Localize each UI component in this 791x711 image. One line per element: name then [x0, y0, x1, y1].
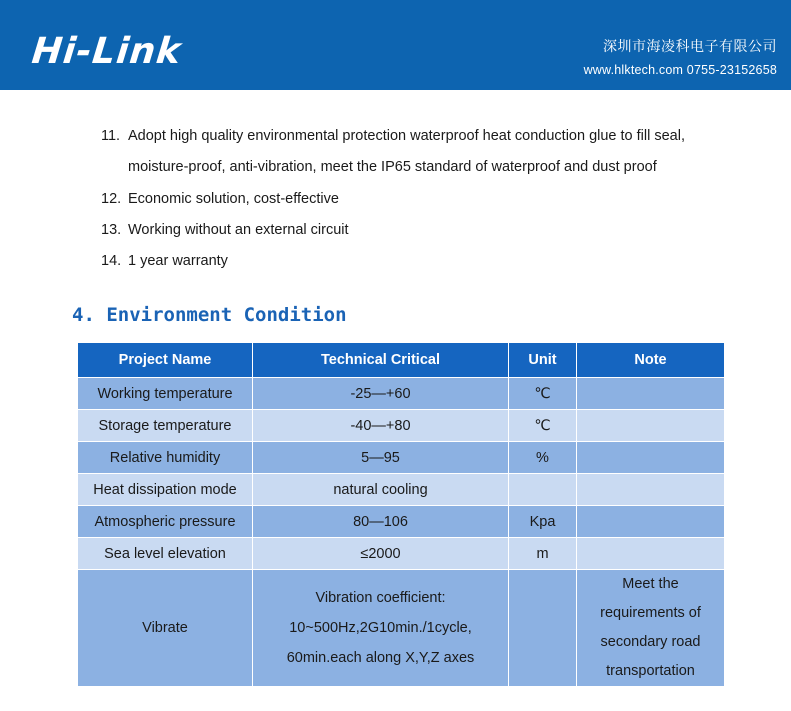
cell-text-line: 10~500Hz,2G10min./1cycle,	[289, 620, 472, 636]
cell-technical: 5—95	[253, 442, 509, 474]
environment-table	[77, 342, 725, 687]
hi-link-logo: Hi-Link	[29, 31, 184, 72]
table-header-row	[78, 343, 725, 378]
cell-unit	[509, 474, 577, 506]
cell-text-line: transportation	[606, 663, 695, 679]
column-header: Technical Critical	[253, 343, 509, 378]
list-item-text: Working without an external circuit	[128, 221, 349, 238]
cell-project-name: Heat dissipation mode	[78, 474, 253, 506]
cell-note	[577, 410, 725, 442]
cell-note	[577, 442, 725, 474]
cell-technical	[253, 570, 509, 687]
list-item-text: Economic solution, cost-effective	[128, 190, 339, 207]
cell-technical: natural cooling	[253, 474, 509, 506]
cell-unit: m	[509, 538, 577, 570]
company-contact: www.hlktech.com 0755-23152658	[583, 63, 777, 77]
cell-unit: ℃	[509, 378, 577, 410]
list-item-text: moisture-proof, anti-vibration, meet the IP65 standard of waterproof and dust proof	[128, 159, 657, 176]
cell-unit: ℃	[509, 410, 577, 442]
cell-project-name: Atmospheric pressure	[78, 506, 253, 538]
table-row	[78, 474, 725, 506]
table-row	[78, 378, 725, 410]
cell-text-line: Meet the	[622, 576, 679, 592]
list-item-number: 12.	[101, 190, 122, 207]
cell-technical: 80—106	[253, 506, 509, 538]
cell-note	[577, 570, 725, 687]
table-row	[78, 570, 725, 687]
cell-text-line: secondary road	[600, 634, 701, 650]
cell-note	[577, 378, 725, 410]
cell-project-name: Storage temperature	[78, 410, 253, 442]
column-header: Note	[577, 343, 725, 378]
cell-project-name: Sea level elevation	[78, 538, 253, 570]
cell-unit: Kpa	[509, 506, 577, 538]
list-item-text: 1 year warranty	[128, 253, 228, 270]
cell-project-name: Relative humidity	[78, 442, 253, 474]
column-header: Unit	[509, 343, 577, 378]
table-row	[78, 538, 725, 570]
column-header: Project Name	[78, 343, 253, 378]
list-item-text: Adopt high quality environmental protection waterproof heat conduction glue to fill seal,	[128, 128, 685, 144]
page-header	[0, 0, 791, 90]
cell-note	[577, 506, 725, 538]
list-item-number: 13.	[101, 221, 122, 238]
list-item	[101, 121, 728, 184]
list-item-number: 11.	[101, 128, 121, 144]
cell-unit	[509, 570, 577, 687]
list-item	[101, 184, 728, 215]
cell-note	[577, 474, 725, 506]
cell-technical: -40—+80	[253, 410, 509, 442]
section-title: 4. Environment Condition	[72, 304, 347, 326]
cell-project-name: Vibrate	[78, 570, 253, 687]
company-name: 深圳市海凌科电子有限公司	[603, 39, 777, 55]
cell-text-line: Vibration coefficient:	[315, 590, 446, 606]
list-item-number: 14.	[101, 253, 122, 270]
list-item	[101, 246, 728, 277]
cell-text-line: 60min.each along X,Y,Z axes	[286, 650, 475, 666]
cell-technical: -25—+60	[253, 378, 509, 410]
cell-unit: %	[509, 442, 577, 474]
cell-text-line: requirements of	[600, 605, 701, 621]
table-row	[78, 410, 725, 442]
cell-note	[577, 538, 725, 570]
company-info	[584, 36, 777, 77]
cell-project-name: Working temperature	[78, 378, 253, 410]
list-item	[101, 215, 728, 246]
table-row	[78, 506, 725, 538]
cell-technical: ≤2000	[253, 538, 509, 570]
table-row	[78, 442, 725, 474]
feature-list	[101, 121, 728, 277]
